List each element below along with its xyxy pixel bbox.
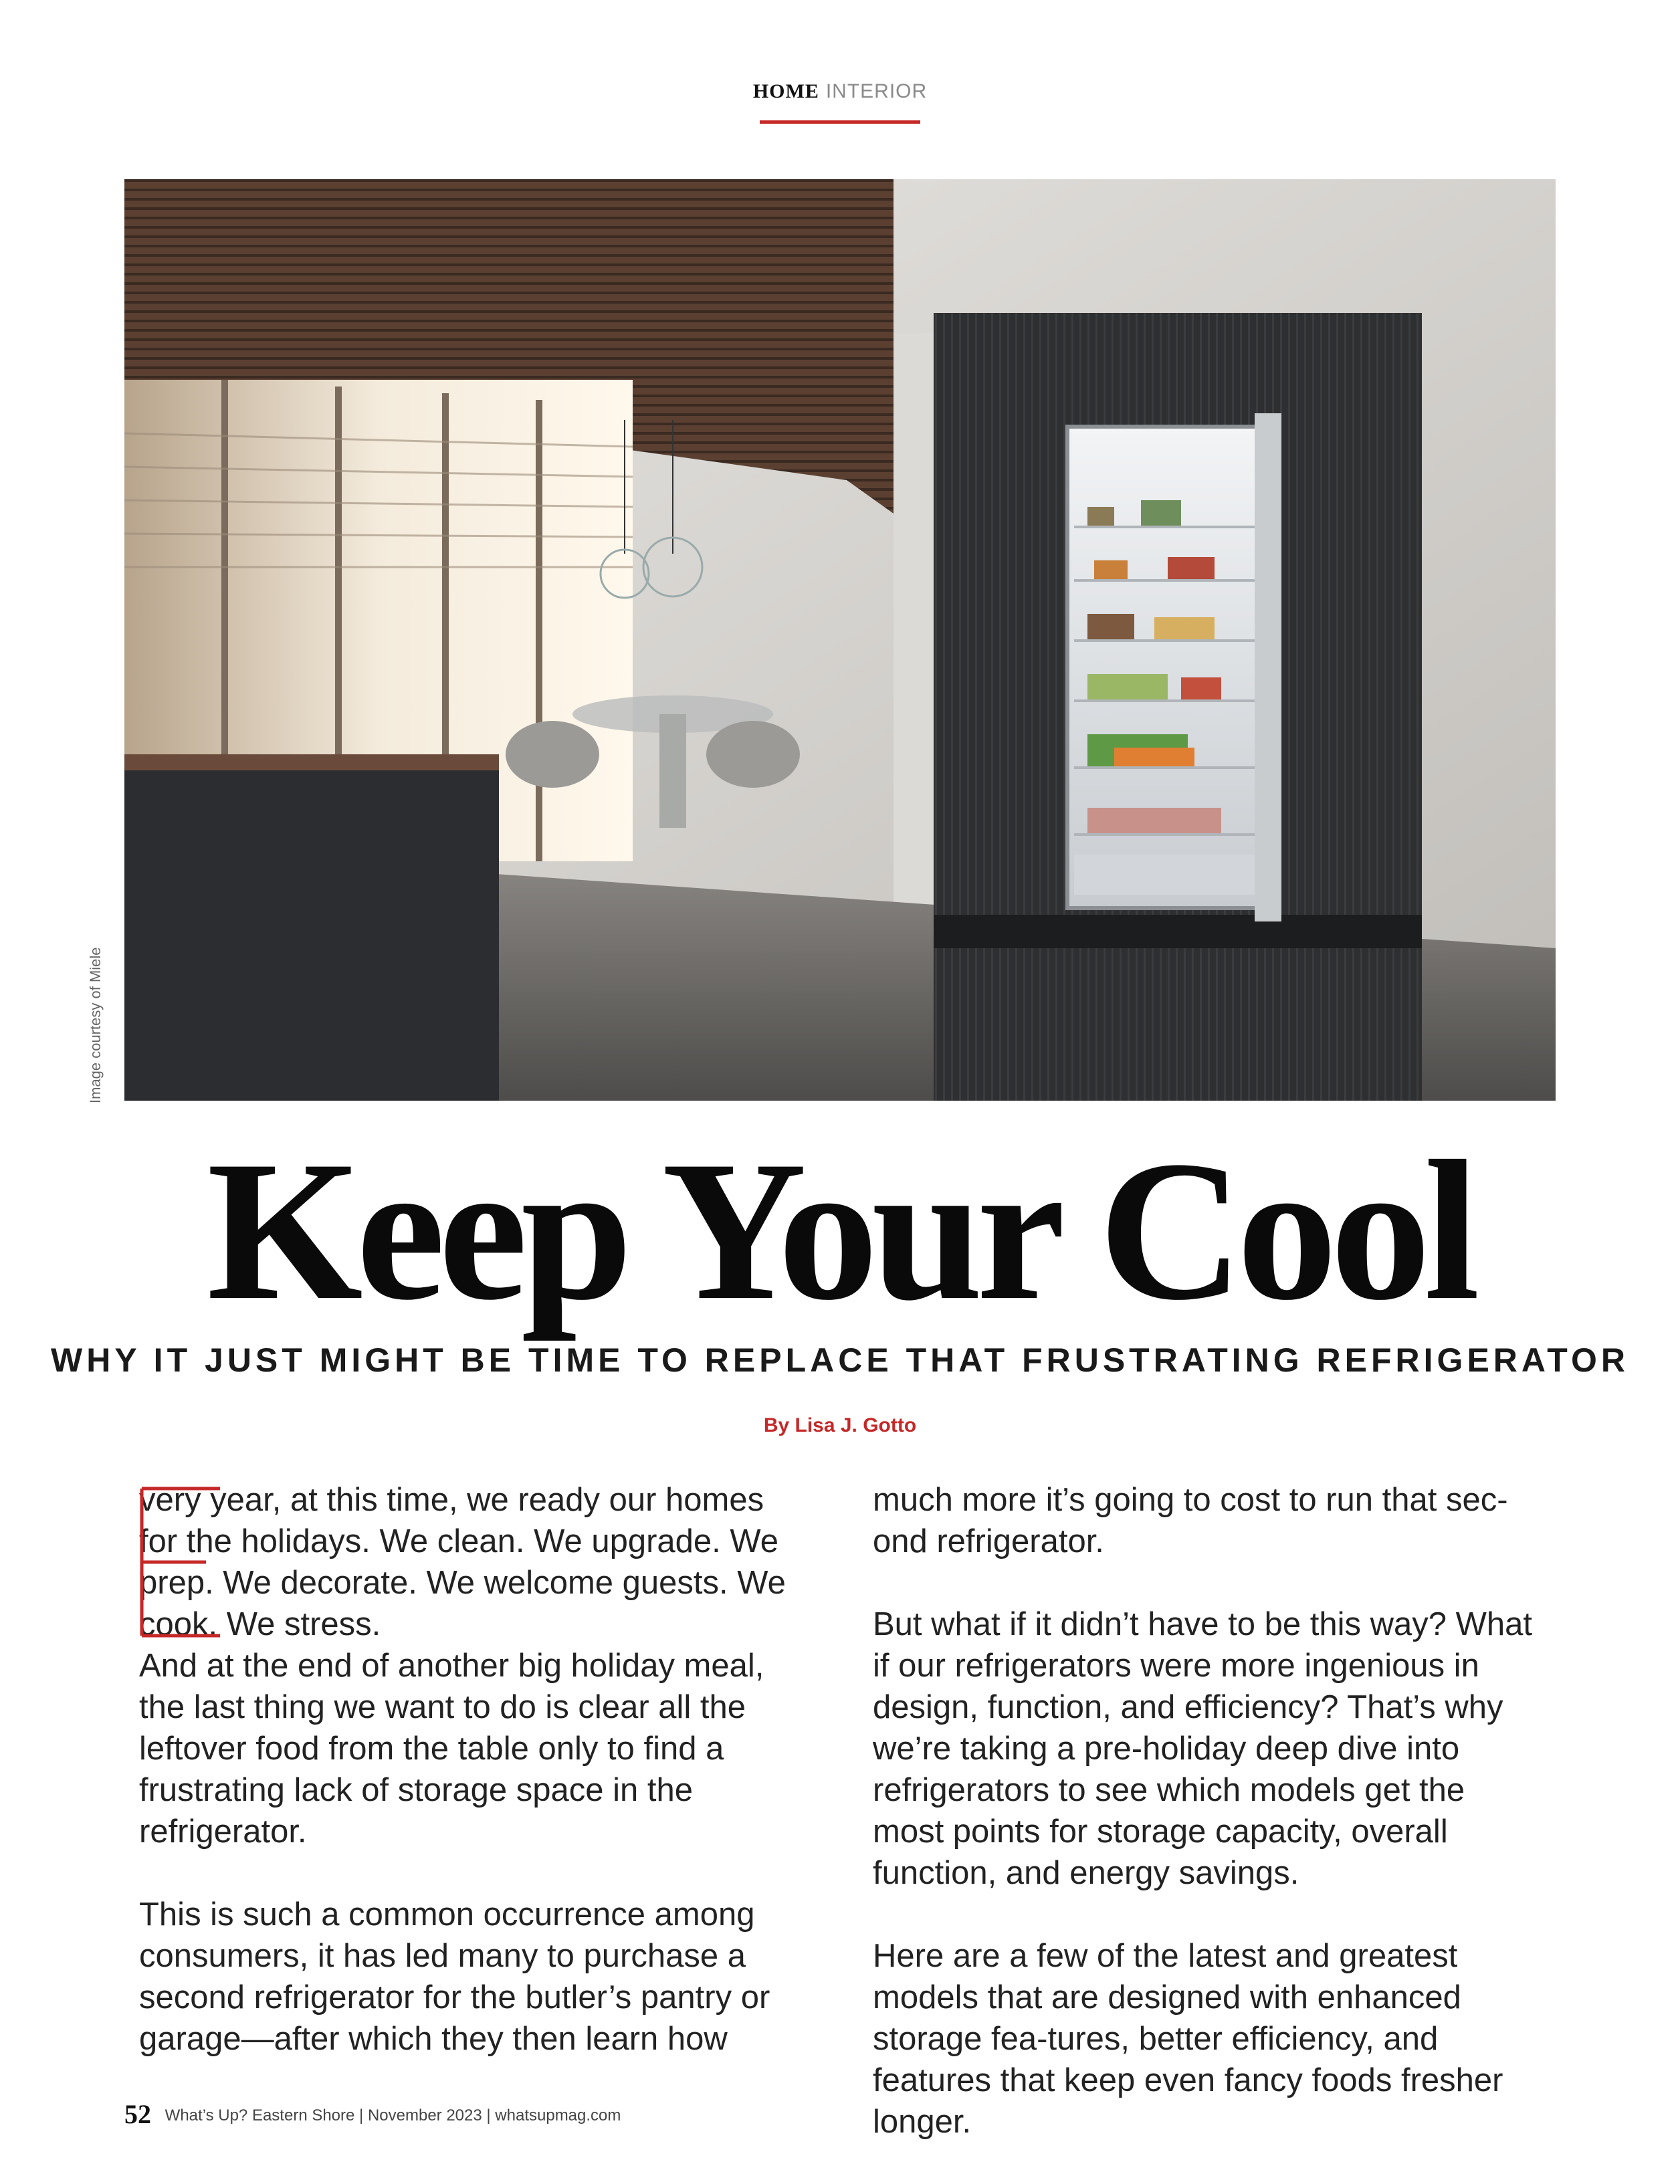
section-underline bbox=[760, 120, 920, 124]
paragraph-3-continued: much more it’s going to cost to run that sec-ond refrigerator. bbox=[873, 1482, 1508, 1559]
hero-photo bbox=[124, 179, 1556, 1101]
column-left bbox=[139, 1479, 795, 2101]
website-link[interactable]: whatsupmag.com bbox=[495, 2106, 621, 2124]
publication-name: What’s Up? Eastern Shore bbox=[165, 2106, 355, 2124]
page-footer bbox=[124, 2098, 621, 2130]
paragraph-5: Here are a few of the latest and greatest models that are designed with enhanced storage fea-tures, better efficiency, and features that keep even fancy foods fresher longer. bbox=[873, 1938, 1503, 2140]
footer-separator: | bbox=[359, 2106, 364, 2124]
column-right bbox=[873, 1479, 1542, 2184]
article-title: Keep Your Cool bbox=[207, 1119, 1473, 1341]
section-primary: HOME bbox=[752, 80, 819, 102]
page-number: 52 bbox=[124, 2099, 151, 2129]
paragraph-2: And at the end of another big holiday meal, the last thing we want to do is clear all the leftover food from the table only to find a frustrating lack of storage space in the refrigerator. bbox=[139, 1648, 764, 1850]
paragraph-3: This is such a common occurrence among consumers, it has led many to purchase a second refrigerator for the butler’s pantry or garage—after which they then learn how bbox=[139, 1896, 770, 2057]
footer-separator: | bbox=[486, 2106, 491, 2124]
kitchen-illustration bbox=[124, 179, 1556, 1101]
paragraph-4: But what if it didn’t have to be this way? What if our refrigerators were more ingenious in design, function, and efficiency? That’s why we’re taking a pre-holiday deep dive into refrigerators to see which models get the most points for storage capacity, overall function, and energy savings. bbox=[873, 1606, 1532, 1891]
section-label bbox=[0, 80, 1680, 103]
issue-date: November 2023 bbox=[367, 2106, 482, 2124]
section-secondary: INTERIOR bbox=[825, 80, 928, 102]
drop-cap-paragraph bbox=[139, 1479, 795, 1645]
article-byline: By Lisa J. Gotto bbox=[763, 1414, 917, 1436]
drop-cap-letter bbox=[139, 1486, 223, 1638]
article-subtitle: WHY IT JUST MIGHT BE TIME TO REPLACE THAT FRUSTRATING REFRIGERATOR bbox=[51, 1341, 1629, 1379]
photo-credit: Image courtesy of Miele bbox=[87, 947, 104, 1103]
paragraph-1: very year, at this time, we ready our homes for the holidays. We clean. We upgrade. We prep. We decorate. We welcome guests. We cook. We stress. bbox=[139, 1482, 786, 1642]
